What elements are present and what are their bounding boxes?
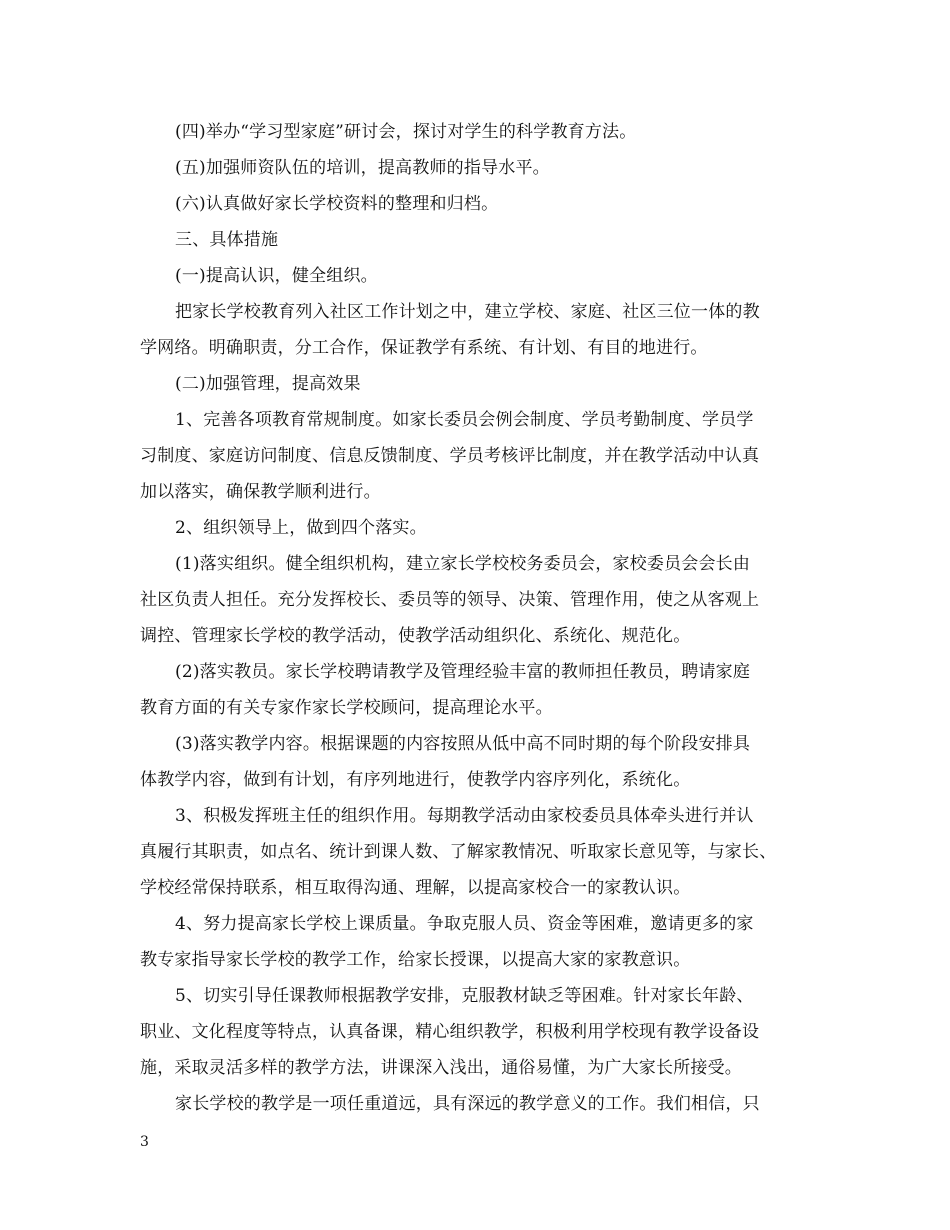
paragraph-line: 家长学校的教学是一项任重道远，具有深远的教学意义的工作。我们相信，只 — [175, 1094, 760, 1114]
paragraph-line: 教育方面的有关专家作家长学校顾问，提高理论水平。 — [140, 698, 553, 718]
text-line: (四)举办“学习型家庭”研讨会，探讨对学生的科学教育方法。 — [175, 122, 637, 142]
paragraph-line: 职业、文化程度等特点，认真备课，精心组织教学，积极利用学校现有教学设备设 — [140, 1022, 760, 1042]
paragraph-line: 学网络。明确职责，分工合作，保证教学有系统、有计划、有目的地进行。 — [140, 338, 708, 358]
paragraph-line: 施，采取灵活多样的教学方法，讲课深入浅出，通俗易懂，为广大家长所接受。 — [140, 1058, 742, 1078]
paragraph-line: 真履行其职责，如点名、统计到课人数、了解家教情况、听取家长意见等，与家长、 — [140, 842, 777, 862]
paragraph-line: 教专家指导家长学校的教学工作，给家长授课，以提高大家的家教意识。 — [140, 950, 691, 970]
subsection-heading: (二)加强管理，提高效果 — [175, 374, 361, 394]
paragraph-line: 3、积极发挥班主任的组织作用。每期教学活动由家校委员具体牵头进行并认 — [175, 806, 754, 826]
subsection-heading: (一)提高认识，健全组织。 — [175, 266, 378, 286]
paragraph-line: 调控、管理家长学校的教学活动，使教学活动组织化、系统化、规范化。 — [140, 626, 691, 646]
paragraph-line: 学校经常保持联系，相互取得沟通、理解，以提高家校合一的家教认识。 — [140, 878, 691, 898]
paragraph-line: 4、努力提高家长学校上课质量。争取克服人员、资金等困难，邀请更多的家 — [175, 914, 754, 934]
paragraph-line: (1)落实组织。健全组织机构，建立家长学校校务委员会，家校委员会会长由 — [175, 554, 751, 574]
paragraph-line: 加以落实，确保教学顺利进行。 — [140, 482, 381, 502]
document-body — [140, 114, 820, 1122]
text-line: (六)认真做好家长学校资料的整理和归档。 — [175, 194, 499, 214]
paragraph-line: 体教学内容，做到有计划，有序列地进行，使教学内容序列化，系统化。 — [140, 770, 691, 790]
paragraph-line: 把家长学校教育列入社区工作计划之中，建立学校、家庭、社区三位一体的教 — [175, 302, 760, 322]
paragraph-line: 2、组织领导上，做到四个落实。 — [175, 518, 427, 538]
section-heading: 三、具体措施 — [175, 230, 279, 250]
paragraph-line: 习制度、家庭访问制度、信息反馈制度、学员考核评比制度，并在教学活动中认真 — [140, 446, 760, 466]
paragraph-line: 社区负责人担任。充分发挥校长、委员等的领导、决策、管理作用，使之从客观上 — [140, 590, 760, 610]
paragraph-line: (3)落实教学内容。根据课题的内容按照从低中高不同时期的每个阶段安排具 — [175, 734, 751, 754]
page-number: 3 — [140, 1134, 149, 1150]
text-line: (五)加强师资队伍的培训，提高教师的指导水平。 — [175, 158, 550, 178]
paragraph-line: 1、完善各项教育常规制度。如家长委员会例会制度、学员考勤制度、学员学 — [175, 410, 754, 430]
paragraph-line: 5、切实引导任课教师根据教学安排，克服教材缺乏等困难。针对家长年龄、 — [175, 986, 754, 1006]
paragraph-line: (2)落实教员。家长学校聘请教学及管理经验丰富的教师担任教员，聘请家庭 — [175, 662, 751, 682]
